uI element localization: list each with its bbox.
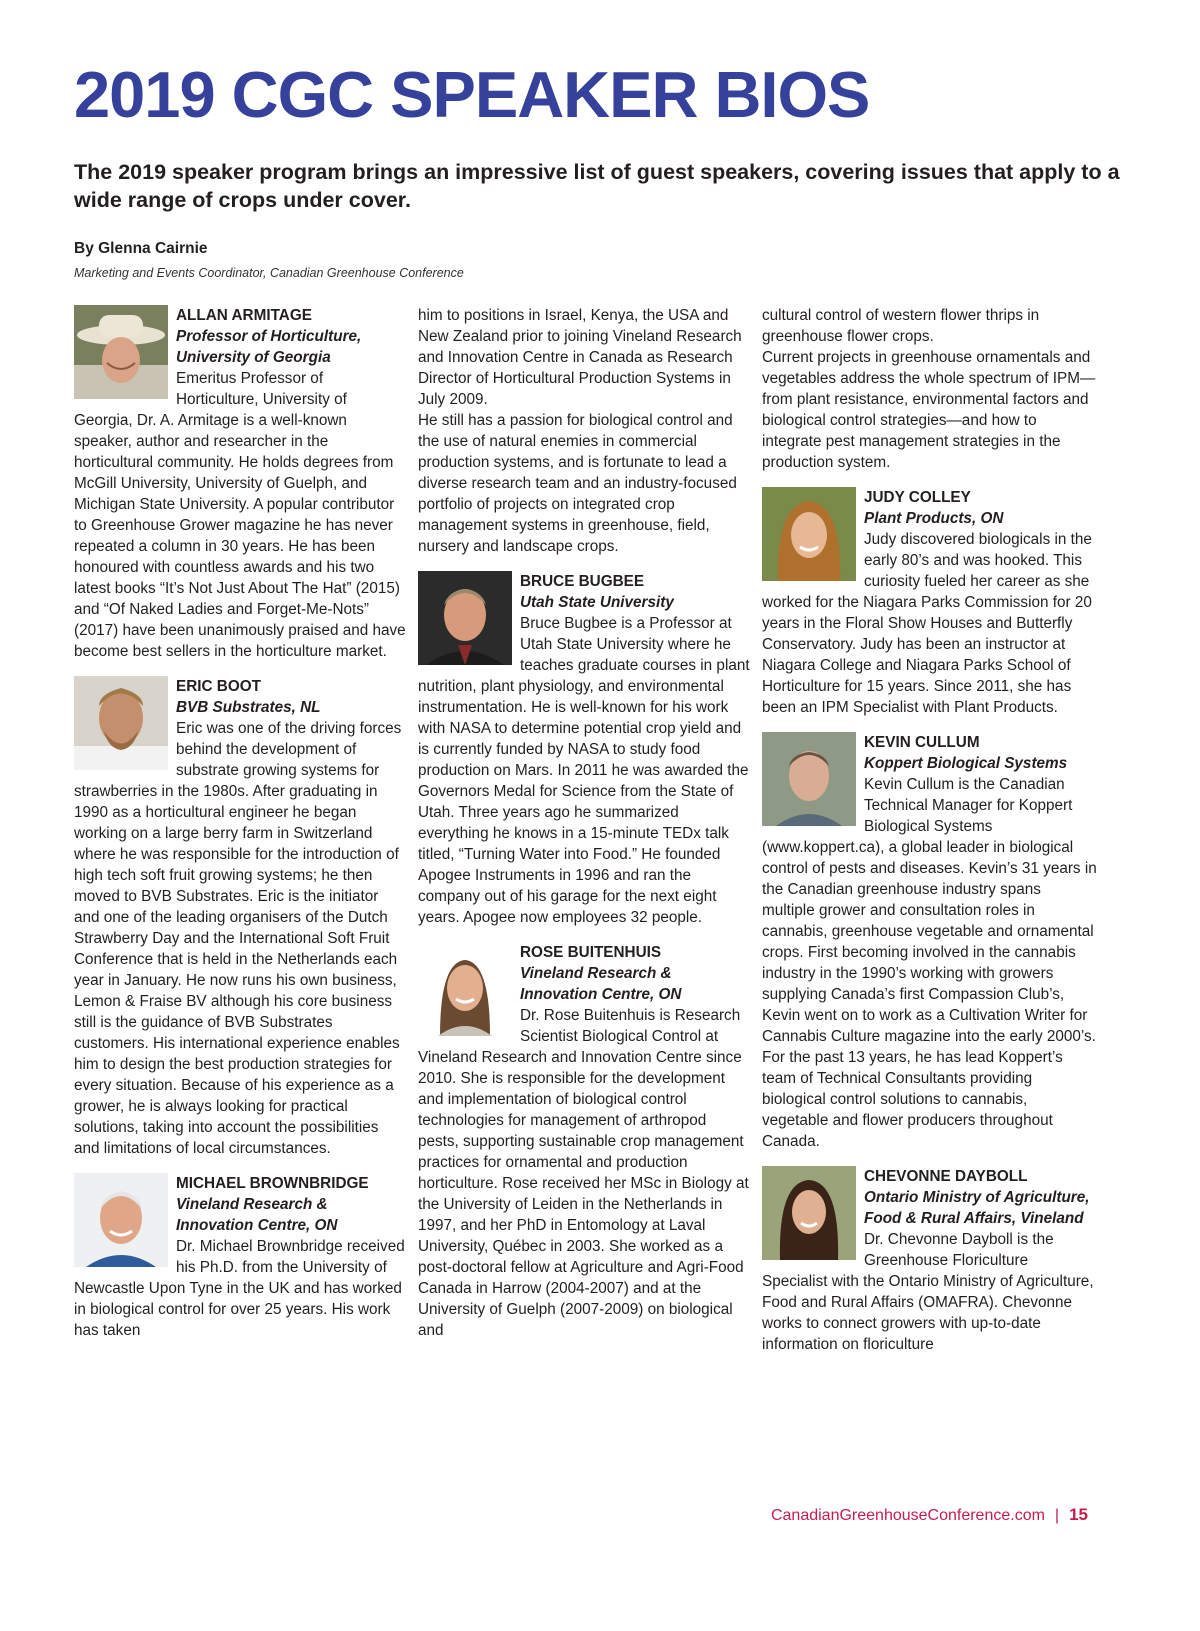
speaker-name: KEVIN CULLUM: [864, 734, 980, 751]
speaker-bio-text: cultural control of western flower thrips in greenhouse flower crops.: [762, 307, 1040, 345]
byline: By Glenna Cairnie: [74, 240, 208, 257]
page-number: 15: [1069, 1505, 1088, 1524]
speaker-affiliation: Koppert Biological Systems: [864, 755, 1068, 772]
speaker-bio-text: Bruce Bugbee is a Professor at Utah State University where he teaches graduate courses in plant nutrition, plant physiology, and environmental instrumentation. He is well-known for his work with NASA to determine potential crop yield and is currently funded by NASA to study food production on Mars. In 2011 he was awarded the Governors Medal for Science from the State of Utah. Three years ago he summarized everything he knows in a 15-minute TEDx talk titled, “Turning Water into Food.” He founded Apogee Instruments in 1996 and ran the company out of his garage for the next eight years. Apogee now employees 32 people.: [418, 615, 750, 926]
speaker-bio-brownbridge: [74, 1173, 406, 1341]
speaker-bio-dayboll: [762, 1166, 1097, 1355]
speaker-affiliation: Vineland Research & Innovation Centre, ON: [520, 965, 682, 1003]
speaker-affiliation: Plant Products, ON: [864, 510, 1004, 527]
speaker-name: BRUCE BUGBEE: [520, 573, 645, 590]
footer-divider: |: [1054, 1507, 1060, 1524]
speaker-affiliation: Vineland Research & Innovation Centre, ON: [176, 1196, 338, 1234]
speaker-bio-cullum: [762, 732, 1097, 1152]
speaker-photo-bugbee: [418, 571, 512, 665]
speaker-name: JUDY COLLEY: [864, 489, 971, 506]
column-1: [74, 305, 406, 1355]
speaker-bio-text: Dr. Michael Brownbridge received his Ph.D. from the University of Newcastle Upon Tyne in the UK and has worked in biological control for over 25 years. His work has taken: [74, 1238, 405, 1339]
speaker-bio-colley: [762, 487, 1097, 718]
speaker-name: CHEVONNE DAYBOLL: [864, 1168, 1028, 1185]
subtitle: The 2019 speaker program brings an impressive list of guest speakers, covering issues that apply to a wide range of crops under cover.: [74, 160, 1120, 212]
speaker-bio-buitenhuis-cont: [762, 305, 1097, 473]
speaker-photo-cullum: [762, 732, 856, 826]
footer-website-link[interactable]: CanadianGreenhouseConference.com: [770, 1507, 1045, 1524]
page-title: 2019 CGC SPEAKER BIOS: [74, 58, 870, 131]
speaker-photo-armitage: [74, 305, 168, 399]
speaker-photo-buitenhuis: [418, 942, 512, 1036]
speaker-bio-text: Eric was one of the driving forces behind the development of substrate growing systems for strawberries in the 1980s. After graduating in 1990 as a horticultural engineer he began working on a large berry farm in Switzerland where he was responsible for the introduction of high tech soft fruit growing systems; he then moved to BVB Substrates. Eric is the initiator and one of the leading organisers of the Dutch Strawberry Day and the International Soft Fruit Conference that is held in the Netherlands each year in January. He now runs his own business, Lemon & Fraise BV although his core business still is the guidance of BVB Substrates customers. His international experience enables him to design the best production strategies for every situation. Because of his experience as a grower, he is always looking for practical solutions, taking into account the possibilities and limitations of local circumstances.: [74, 720, 402, 1157]
speaker-bio-text: Dr. Chevonne Dayboll is the Greenhouse Floriculture Specialist with the Ontario Ministry of Agriculture, Food and Rural Affairs (OMAFRA). Chevonne works to connect growers with up-to-date information on floriculture: [762, 1231, 1094, 1353]
speaker-bio-text: Dr. Rose Buitenhuis is Research Scientist Biological Control at Vineland Research and Innovation Centre since 2010. She is responsible for the development and implementation of biological control technologies for management of arthropod pests, supporting sustainable crop management practices for ornamental and production horticulture. Rose received her MSc in Biology at the University of Leiden in the Netherlands in 1997, and her PhD in Entomology at Laval University, Québec in 2003. She worked as a post-doctoral fellow at Agriculture and Agri-Food Canada in Harrow (2004-2007) and at the University of Guelph (2007-2009) on biological and: [418, 1007, 749, 1339]
speaker-bio-text: Kevin Cullum is the Canadian Technical Manager for Koppert Biological Systems (www.koppert.ca), a global leader in biological control of pests and diseases. Kevin’s 31 years in the Canadian greenhouse industry spans multiple grower and consultation roles in cannabis, greenhouse vegetable and ornamental crops. First becoming involved in the cannabis industry in the 1990’s working with growers supplying Canada’s first Compassion Club’s, Kevin went on to work as a Cultivation Writer for Cannabis Culture magazine into the early 2000’s. For the past 13 years, he has lead Koppert’s team of Technical Consultants providing biological control solutions to cannabis, vegetable and flower producers throughout Canada.: [762, 776, 1097, 1150]
speaker-affiliation: Professor of Horticulture, University of Georgia: [176, 328, 362, 366]
speaker-name: MICHAEL BROWNBRIDGE: [176, 1175, 369, 1192]
speaker-bio-text: Current projects in greenhouse ornamentals and vegetables address the whole spectrum of IPM—from plant resistance, environmental factors and biological control strategies—and how to integrate pest management strategies in the production system.: [762, 349, 1096, 471]
speaker-bio-armitage: [74, 305, 406, 662]
speaker-bio-text: Judy discovered biologicals in the early 80’s and was hooked. This curiosity fueled her career as she worked for the Niagara Parks Commission for 20 years in the Floral Show Houses and Butterfly Conservatory. Judy has been an instructor at Niagara College and Niagara Parks School of Horticulture for 15 years. Since 2011, she has been an IPM Specialist with Plant Products.: [762, 531, 1092, 716]
speaker-affiliation: Utah State University: [520, 594, 674, 611]
speaker-photo-brownbridge: [74, 1173, 168, 1267]
speaker-bio-text: He still has a passion for biological control and the use of natural enemies in commercial production systems, and is fortunate to lead a diverse research team and an industry-focused portfolio of projects on integrated crop management systems in greenhouse, field, nursery and landscape crops.: [418, 412, 737, 555]
speaker-name: ALLAN ARMITAGE: [176, 307, 312, 324]
speaker-bio-buitenhuis: [418, 942, 750, 1341]
speaker-bio-bugbee: [418, 571, 750, 928]
speaker-affiliation: BVB Substrates, NL: [176, 699, 321, 716]
speaker-photo-boot: [74, 676, 168, 770]
speaker-bio-text: him to positions in Israel, Kenya, the USA and New Zealand prior to joining Vineland Research and Innovation Centre in Canada as Research Director of Horticultural Production Systems in July 2009.: [418, 307, 742, 408]
speaker-bio-boot: [74, 676, 406, 1159]
speaker-name: ERIC BOOT: [176, 678, 261, 695]
column-2: [418, 305, 750, 1355]
speaker-bio-brownbridge-cont: [418, 305, 750, 557]
speaker-affiliation: Ontario Ministry of Agriculture, Food & Rural Affairs, Vineland: [864, 1189, 1090, 1227]
speaker-photo-colley: [762, 487, 856, 581]
speaker-photo-dayboll: [762, 1166, 856, 1260]
page-footer: [771, 1505, 1088, 1525]
speaker-name: ROSE BUITENHUIS: [520, 944, 662, 961]
column-3: [762, 305, 1097, 1369]
speaker-bio-text: Emeritus Professor of Horticulture, University of Georgia, Dr. A. Armitage is a well-known speaker, author and researcher in the horticultural community. He holds degrees from McGill University, University of Guelph, and Michigan State University. A popular contributor to Greenhouse Grower magazine he has never repeated a column in 30 years. He has been honoured with countless awards and his two latest books “It’s Not Just About The Hat” (2015) and “Of Naked Ladies and Forget-Me-Nots” (2017) have been unanimously praised and have become best sellers in the horticulture market.: [74, 370, 406, 660]
author-role: Marketing and Events Coordinator, Canadian Greenhouse Conference: [74, 266, 464, 280]
